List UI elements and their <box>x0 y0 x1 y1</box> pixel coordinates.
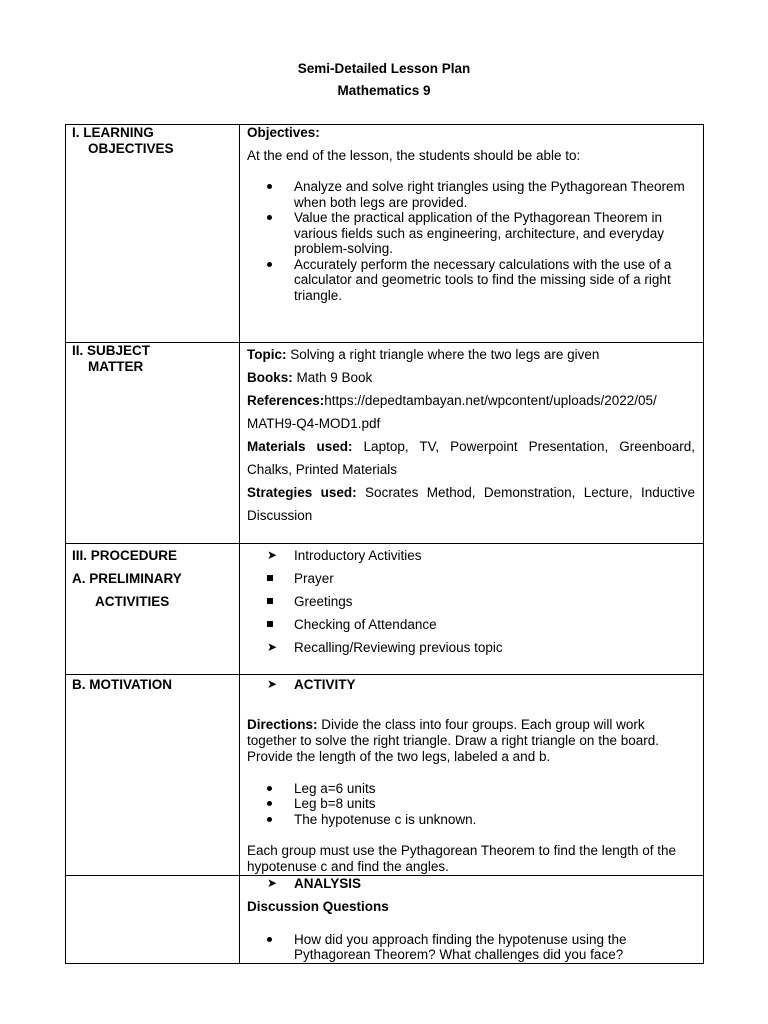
references-line2: MATH9-Q4-MOD1.pdf <box>247 416 381 431</box>
leg-item: The hypotenuse c is unknown. <box>247 812 695 828</box>
subject-matter-row <box>66 343 704 544</box>
bullet-icon <box>267 262 272 267</box>
subject-matter-content-cell <box>240 343 704 544</box>
objectives-intro: At the end of the lesson, the students should be able to: <box>247 148 581 163</box>
bullet-icon <box>267 801 272 806</box>
procedure-label-line3: ACTIVITIES <box>95 594 170 609</box>
square-bullet-icon <box>267 598 273 604</box>
leg-item: Leg b=8 units <box>247 796 695 812</box>
objective-item: Accurately perform the necessary calculations with the use of a calculator and geometric tools to find the missing side of a right triangle. <box>247 257 695 304</box>
objective-item: Analyze and solve right triangles using the Pythagorean Theorem when both legs are provided. <box>247 179 695 210</box>
legs-list <box>247 781 695 828</box>
bullet-icon <box>267 184 272 189</box>
motivation-label: B. MOTIVATION <box>72 677 172 692</box>
arrow-bullet-icon: ➤ <box>267 876 278 890</box>
subject-matter-label-cell <box>66 343 240 544</box>
objectives-heading: Objectives: <box>247 125 320 140</box>
leg-item: Leg a=6 units <box>247 781 695 797</box>
document-title: Semi-Detailed Lesson Plan <box>297 61 471 76</box>
procedure-content-cell <box>240 544 704 675</box>
objective-item: Value the practical application of the Pythagorean Theorem in various fields such as engineering, architecture, and everyday problem-solving. <box>247 210 695 257</box>
analysis-heading-list <box>247 876 695 892</box>
arrow-bullet-icon: ➤ <box>267 640 278 654</box>
arrow-bullet-icon: ➤ <box>267 548 278 562</box>
objectives-label-cell <box>66 125 240 343</box>
procedure-item: Checking of Attendance <box>247 613 695 636</box>
square-bullet-icon <box>267 621 273 627</box>
discussion-questions-heading: Discussion Questions <box>247 898 389 914</box>
bullet-icon <box>267 786 272 791</box>
analysis-row <box>66 876 704 964</box>
subject-matter-label-line2: MATTER <box>88 359 144 374</box>
procedure-label-line1: III. PROCEDURE <box>72 548 178 563</box>
discussion-questions-list <box>247 932 695 963</box>
procedure-label-line2: A. PRELIMINARY <box>72 571 182 586</box>
square-bullet-icon <box>267 575 273 581</box>
analysis-label-cell <box>66 876 240 964</box>
directions-paragraph: Directions: Divide the class into four groups. Each group will work together to solve the right triangle. Draw a right triangle on the board. Provide the length of the two legs, labeled a and b. <box>247 716 659 764</box>
procedure-list <box>247 544 695 659</box>
procedure-row <box>66 544 704 675</box>
bullet-icon <box>267 817 272 822</box>
procedure-item: Prayer <box>247 567 695 590</box>
lesson-plan-table <box>65 124 704 964</box>
procedure-item: ➤ Recalling/Reviewing previous topic <box>247 636 695 659</box>
arrow-bullet-icon: ➤ <box>267 677 278 691</box>
objectives-content-cell <box>240 125 704 343</box>
motivation-row <box>66 675 704 876</box>
bullet-icon <box>267 215 272 220</box>
objectives-row <box>66 125 704 343</box>
books-line: Books: Math 9 Book <box>247 370 373 385</box>
procedure-item: Greetings <box>247 590 695 613</box>
motivation-label-cell <box>66 675 240 876</box>
strategies-line: Strategies used: Socrates Method, Demonstration, Lecture, Inductive Discussion <box>247 485 695 523</box>
references-link: https://depedtambayan.net/wpcontent/uploads/2022/05/ <box>324 393 657 408</box>
question-item: How did you approach finding the hypotenuse using the Pythagorean Theorem? What challenges did you face? <box>247 932 695 963</box>
activity-heading-list <box>247 677 695 693</box>
topic-line: Topic: Solving a right triangle where the two legs are given <box>247 347 600 362</box>
procedure-label-cell <box>66 544 240 675</box>
materials-line: Materials used: Laptop, TV, Powerpoint Presentation, Greenboard, Chalks, Printed Materials <box>247 439 695 477</box>
analysis-content-cell <box>240 876 704 964</box>
bullet-icon <box>267 937 272 942</box>
document-subject: Mathematics 9 <box>337 83 431 98</box>
objectives-label-line1: I. LEARNING <box>72 125 154 140</box>
procedure-item: ➤ Introductory Activities <box>247 544 695 567</box>
motivation-closing: Each group must use the Pythagorean Theorem to find the length of the hypotenuse c and find the angles. <box>247 843 677 874</box>
objectives-list <box>247 179 695 303</box>
references-line: References:https://depedtambayan.net/wpcontent/uploads/2022/05/ <box>247 393 657 408</box>
objectives-label-line2: OBJECTIVES <box>88 141 174 156</box>
motivation-content-cell <box>240 675 704 876</box>
activity-heading: ➤ ACTIVITY <box>267 677 356 692</box>
subject-matter-label-line1: II. SUBJECT <box>72 343 151 358</box>
analysis-heading: ➤ ANALYSIS <box>267 876 362 891</box>
